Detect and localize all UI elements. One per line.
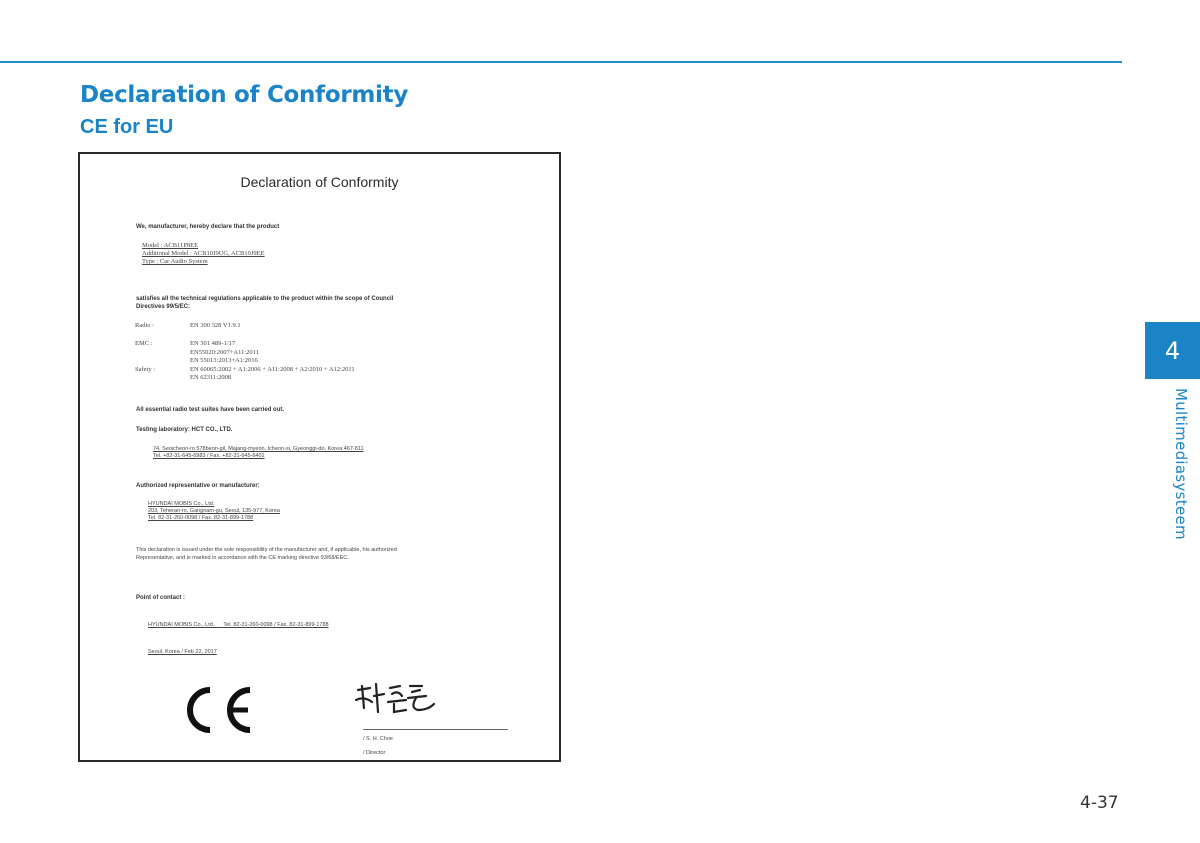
standard-row xyxy=(135,322,355,330)
rep-line: HYUNDAI MOBIS Co., Ltd. xyxy=(148,501,215,507)
responsibility-text xyxy=(136,547,397,562)
radio-tests-text: All essential radio test suites have been carried out. xyxy=(136,407,285,413)
certificate xyxy=(80,154,559,760)
standard-row xyxy=(135,357,355,365)
satisfies-text xyxy=(136,295,393,311)
standard-value: EN 301 489-1/17 xyxy=(190,340,236,348)
lab-line: Tel. +82-31-645-6983 / Fax. +82-31-645-6401 xyxy=(153,453,265,460)
chapter-label: Multimediasysteem xyxy=(1172,388,1190,540)
certificate-title: Declaration of Conformity xyxy=(240,174,399,190)
ce-mark-icon xyxy=(176,680,256,740)
standard-value: EN 60065:2002 + A1:2006 + A11:2008 + A2:2010 + A12:2011 xyxy=(190,365,355,373)
signer-name: / S. H. Choe xyxy=(363,736,393,742)
certificate-image xyxy=(78,152,561,762)
rep-line: Tel. 82-31-260-0098 / Fax. 82-31-899-1788 xyxy=(148,515,254,522)
rep-heading: Authorized representative or manufacturer: xyxy=(136,483,260,489)
standard-row xyxy=(135,349,355,357)
standard-label: Radio : xyxy=(135,322,154,329)
standard-value: EN 62311:2008 xyxy=(190,374,232,382)
rep-line: 203, Teheran-ro, Gangnam-gu, Seoul, 135-977, Korea xyxy=(148,508,280,515)
product-line: Type : Car Audio System xyxy=(142,258,208,266)
page-title: Declaration of Conformity xyxy=(80,82,409,108)
responsibility-line: Representative, and is marked in accordance with the CE marking directive 93/68/EEC. xyxy=(136,554,349,561)
standard-row xyxy=(135,340,355,348)
contact-heading: Point of contact : xyxy=(136,595,185,601)
satisfies-line: satisfies all the technical regulations applicable to the product within the scope of Council xyxy=(136,296,394,302)
standard-label: EMC : xyxy=(135,340,153,348)
standard-value: EN 55013:2013+A1:2016 xyxy=(190,357,258,365)
standard-row xyxy=(135,374,355,382)
contact-line: HYUNDAI MOBIS Co., Ltd. Tel. 82-31-260-0098 / Fax. 82-31-899-1788 xyxy=(148,622,329,628)
standards-table xyxy=(135,322,355,383)
satisfies-line: Directives 99/5/EC: xyxy=(136,304,191,311)
rep-address xyxy=(148,501,280,522)
responsibility-line: This declaration is issued under the sole responsibility of the manufacturer and, if applicable, his authorized xyxy=(136,547,397,553)
standard-row xyxy=(135,366,355,374)
signature-icon xyxy=(348,678,443,718)
lab-heading: Testing laboratory: HCT CO., LTD. xyxy=(136,427,233,433)
date-line: Seoul, Korea / Feb 22, 2017 xyxy=(148,649,217,655)
signature-line xyxy=(363,729,508,730)
chapter-tab[interactable]: 4 xyxy=(1145,322,1200,379)
top-rule xyxy=(0,61,1122,63)
product-line: Model : ACB11P8EE xyxy=(142,242,199,249)
signer-title: / Director xyxy=(363,750,386,756)
page-subtitle: CE for EU xyxy=(80,116,174,138)
lab-line: 74, Seoicheon-ro 578beon-gil, Majang-myeon, Icheon-si, Gyeonggi-do, Korea 467-811 xyxy=(153,446,364,452)
page-number: 4-37 xyxy=(1080,793,1119,813)
certificate-intro: We, manufacturer, hereby declare that the product xyxy=(136,224,280,230)
standard-label: Safety : xyxy=(135,365,156,373)
standard-value: EN55020:2007+A11:2011 xyxy=(190,348,259,356)
product-line: Additional Model : ACB10J9UG, ACB10J9EE xyxy=(142,250,265,258)
standard-value: EN 300 328 V1.9.1 xyxy=(190,322,241,329)
lab-address xyxy=(153,446,364,460)
product-block xyxy=(142,242,265,266)
